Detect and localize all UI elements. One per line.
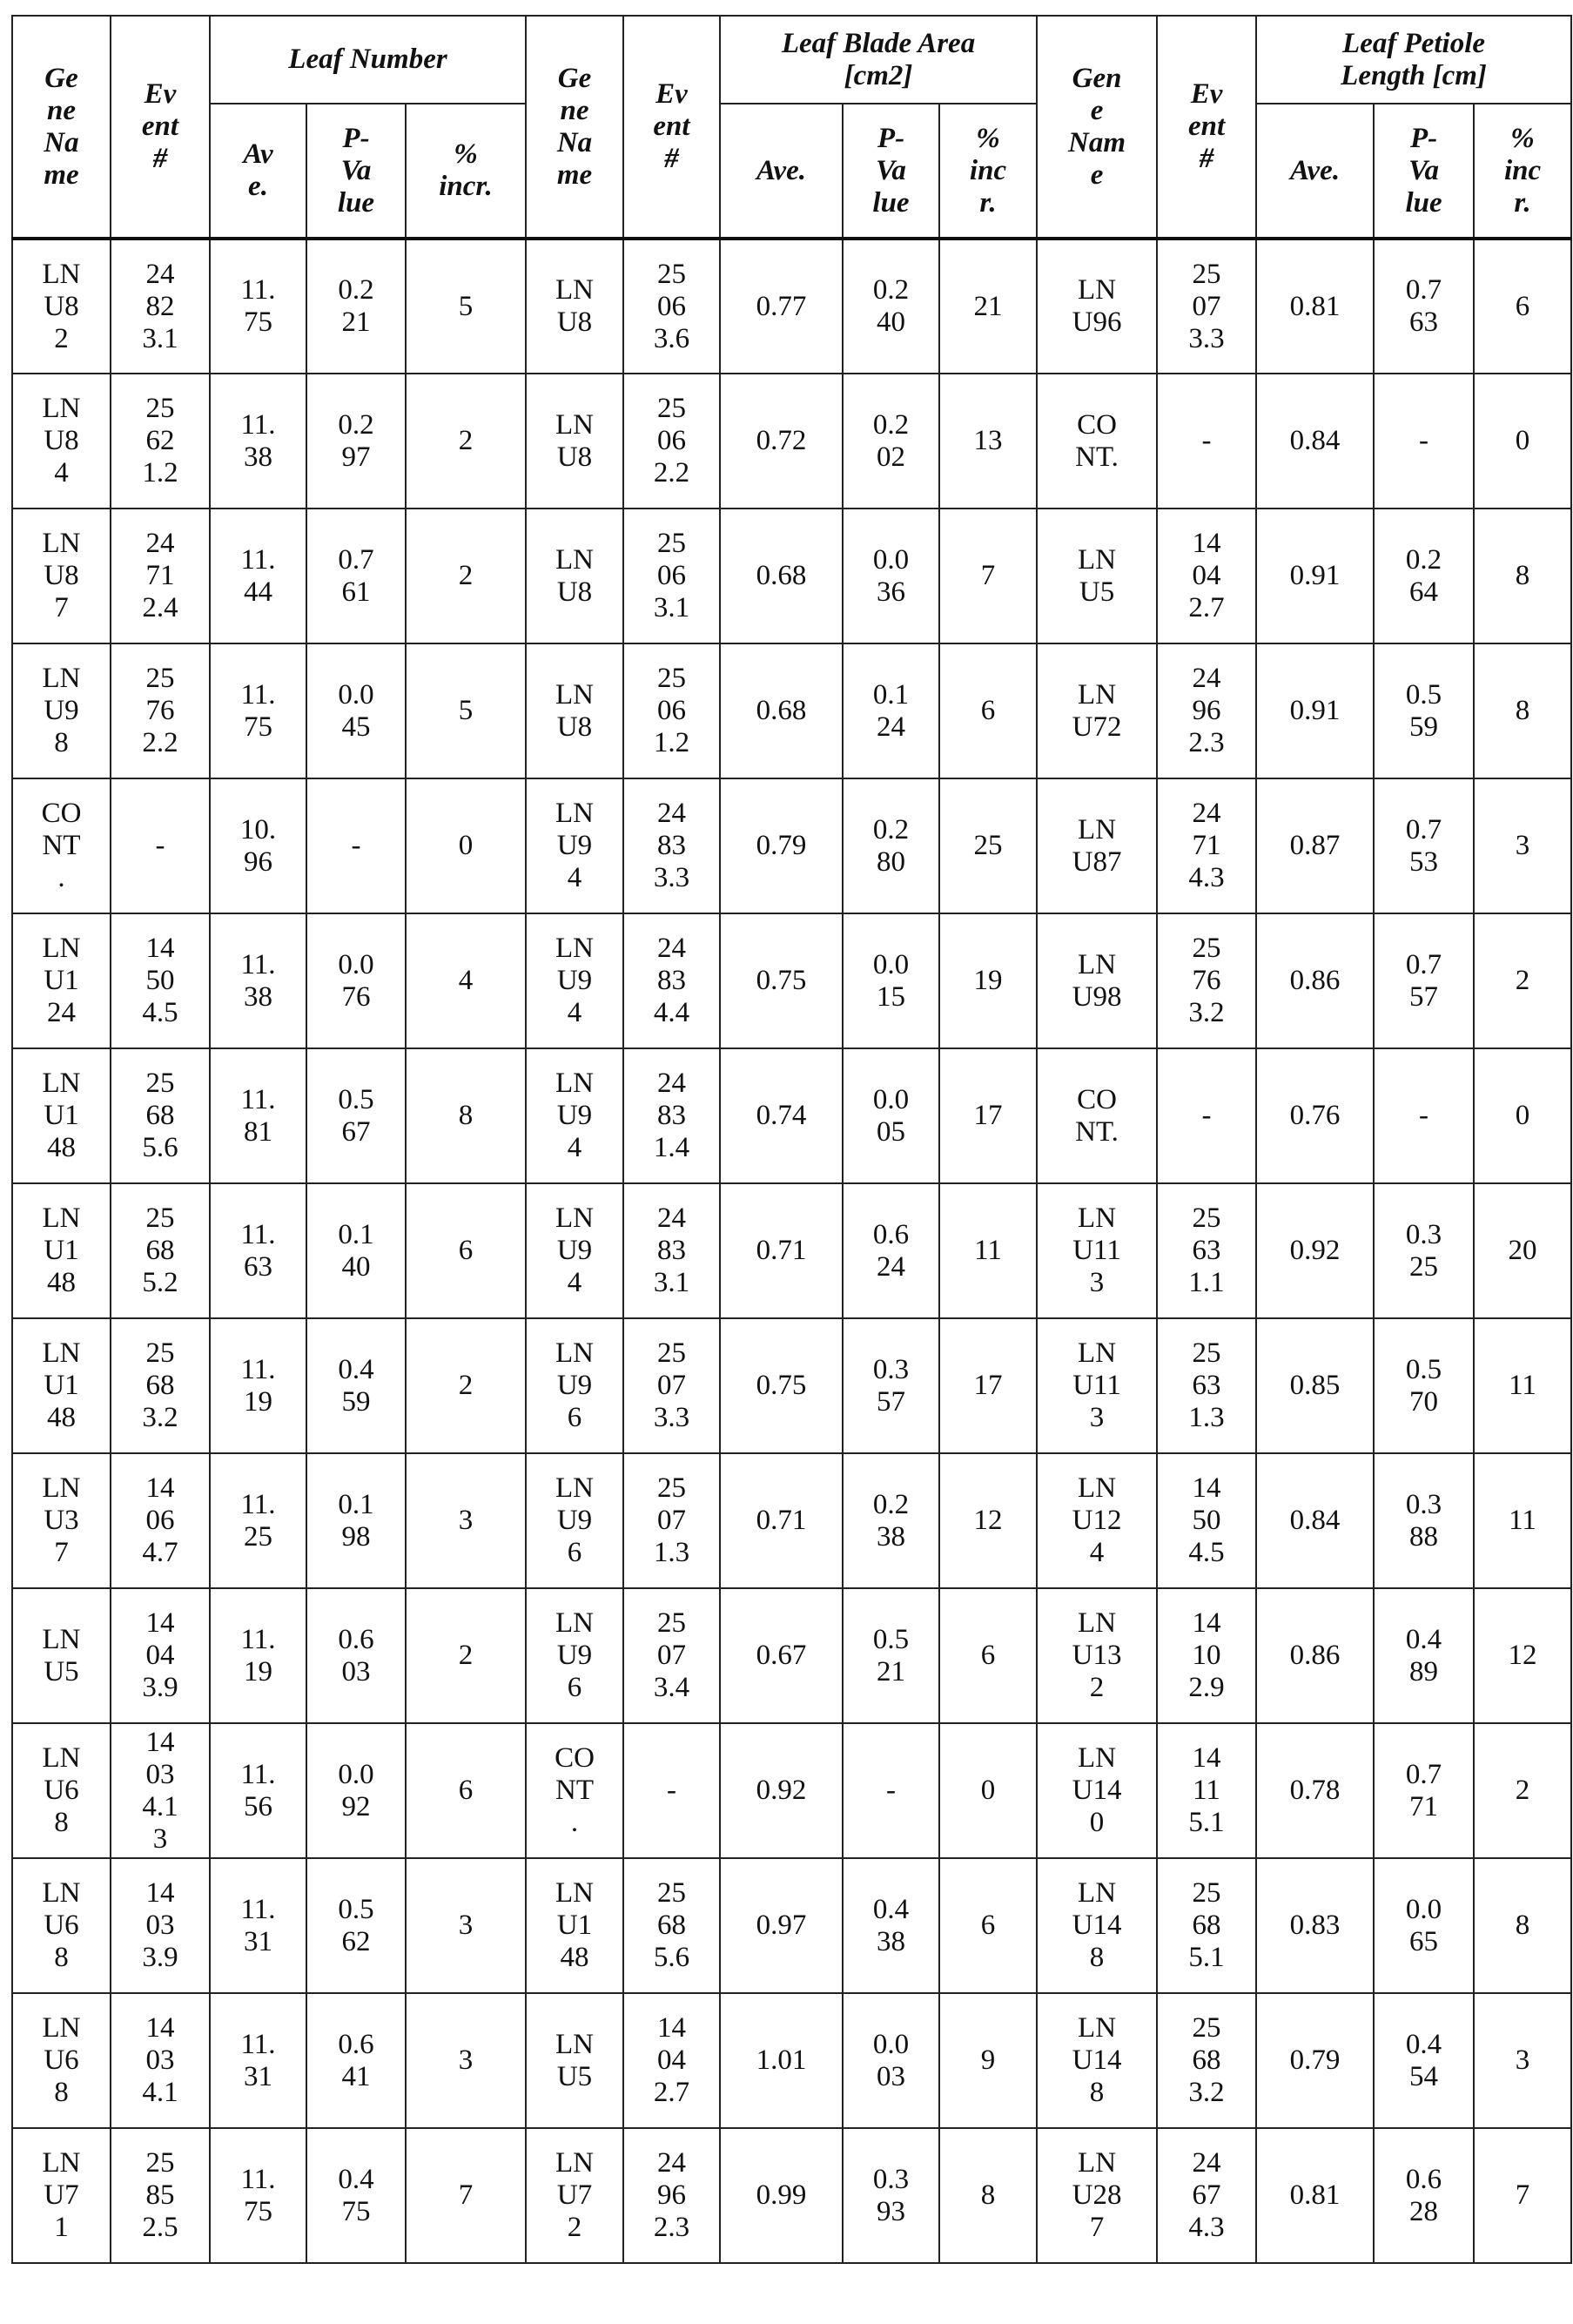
cell-leaf-blade-area-p-value: 0.2 38 [843, 1453, 939, 1588]
cell-leaf-petiole-length-p-value: 0.3 88 [1374, 1453, 1474, 1588]
cell-leaf-number-p-value: 0.5 62 [306, 1858, 406, 1993]
cell-leaf-number-p-value: 0.2 97 [306, 374, 406, 509]
cell-leaf-number-ave: 11. 75 [210, 239, 306, 374]
cell-event: 14 06 4.7 [111, 1453, 210, 1588]
cell-leaf-blade-area-incr: 19 [939, 913, 1037, 1048]
cell-gene-name-3: LN U12 4 [1037, 1453, 1157, 1588]
cell-leaf-petiole-length-p-value: - [1374, 374, 1474, 509]
cell-gene-name-2: LN U8 [526, 509, 623, 643]
cell-gene-name-2: LN U9 4 [526, 778, 623, 913]
table-row [12, 1183, 1571, 1318]
cell-leaf-petiole-length-incr: 20 [1474, 1183, 1571, 1318]
cell-leaf-number-ave: 11. 38 [210, 913, 306, 1048]
cell-event-2: 25 06 2.2 [623, 374, 720, 509]
header-lba-p-value: P- Va lue [843, 104, 939, 239]
cell-leaf-petiole-length-ave: 0.76 [1256, 1048, 1374, 1183]
cell-leaf-petiole-length-incr: 11 [1474, 1453, 1571, 1588]
cell-gene-name: LN U9 8 [12, 643, 111, 778]
table-row [12, 1318, 1571, 1453]
table-row [12, 374, 1571, 509]
cell-leaf-blade-area-p-value: 0.0 15 [843, 913, 939, 1048]
cell-leaf-petiole-length-incr: 8 [1474, 1858, 1571, 1993]
cell-leaf-number-incr: 3 [406, 1858, 526, 1993]
cell-leaf-petiole-length-ave: 0.78 [1256, 1723, 1374, 1858]
cell-gene-name: LN U8 4 [12, 374, 111, 509]
cell-leaf-number-incr: 2 [406, 374, 526, 509]
cell-gene-name: LN U6 8 [12, 1723, 111, 1858]
cell-gene-name: LN U8 2 [12, 239, 111, 374]
cell-event: 25 62 1.2 [111, 374, 210, 509]
cell-gene-name-2: LN U8 [526, 239, 623, 374]
results-table [11, 15, 1572, 2264]
cell-leaf-number-incr: 3 [406, 1993, 526, 2128]
cell-event-2: 24 83 3.3 [623, 778, 720, 913]
cell-leaf-number-ave: 11. 63 [210, 1183, 306, 1318]
cell-leaf-petiole-length-ave: 0.81 [1256, 2128, 1374, 2263]
cell-event-3: 14 11 5.1 [1157, 1723, 1256, 1858]
cell-leaf-number-ave: 11. 56 [210, 1723, 306, 1858]
cell-leaf-petiole-length-incr: 0 [1474, 374, 1571, 509]
cell-leaf-number-incr: 6 [406, 1723, 526, 1858]
cell-gene-name-2: LN U8 [526, 643, 623, 778]
cell-event: 14 04 3.9 [111, 1588, 210, 1723]
cell-leaf-petiole-length-incr: 8 [1474, 643, 1571, 778]
cell-leaf-blade-area-p-value: 0.2 40 [843, 239, 939, 374]
cell-leaf-blade-area-ave: 0.75 [720, 913, 843, 1048]
cell-leaf-blade-area-incr: 21 [939, 239, 1037, 374]
cell-leaf-blade-area-p-value: 0.0 05 [843, 1048, 939, 1183]
cell-leaf-petiole-length-incr: 8 [1474, 509, 1571, 643]
cell-leaf-petiole-length-ave: 0.86 [1256, 1588, 1374, 1723]
table-row [12, 1723, 1571, 1858]
cell-leaf-blade-area-ave: 0.99 [720, 2128, 843, 2263]
cell-leaf-petiole-length-incr: 12 [1474, 1588, 1571, 1723]
cell-gene-name: LN U8 7 [12, 509, 111, 643]
cell-leaf-blade-area-incr: 17 [939, 1048, 1037, 1183]
table-body [12, 239, 1571, 2263]
header-event: Ev ent # [111, 16, 210, 239]
header-leaf-number: Leaf Number [210, 16, 526, 104]
cell-leaf-number-p-value: 0.1 40 [306, 1183, 406, 1318]
table-row [12, 509, 1571, 643]
cell-leaf-petiole-length-ave: 0.85 [1256, 1318, 1374, 1453]
cell-leaf-blade-area-ave: 0.92 [720, 1723, 843, 1858]
cell-leaf-number-ave: 11. 31 [210, 1993, 306, 2128]
cell-event-3: 24 96 2.3 [1157, 643, 1256, 778]
cell-event: 14 03 3.9 [111, 1858, 210, 1993]
header-event-3: Ev ent # [1157, 16, 1256, 239]
cell-gene-name-2: CO NT . [526, 1723, 623, 1858]
cell-event-2: 24 96 2.3 [623, 2128, 720, 2263]
cell-leaf-petiole-length-p-value: 0.3 25 [1374, 1183, 1474, 1318]
table-row [12, 1588, 1571, 1723]
cell-leaf-petiole-length-ave: 0.91 [1256, 643, 1374, 778]
table-row [12, 1453, 1571, 1588]
cell-event: 24 71 2.4 [111, 509, 210, 643]
cell-leaf-petiole-length-p-value: 0.4 54 [1374, 1993, 1474, 2128]
header-lba-ave: Ave. [720, 104, 843, 239]
cell-event: 25 68 5.6 [111, 1048, 210, 1183]
cell-leaf-petiole-length-incr: 3 [1474, 1993, 1571, 2128]
cell-leaf-blade-area-p-value: 0.2 80 [843, 778, 939, 913]
cell-gene-name-2: LN U9 4 [526, 1048, 623, 1183]
cell-leaf-petiole-length-incr: 7 [1474, 2128, 1571, 2263]
table-row [12, 239, 1571, 374]
cell-leaf-blade-area-incr: 17 [939, 1318, 1037, 1453]
cell-gene-name: LN U3 7 [12, 1453, 111, 1588]
cell-event-2: 25 06 3.6 [623, 239, 720, 374]
cell-leaf-number-incr: 6 [406, 1183, 526, 1318]
cell-leaf-blade-area-ave: 0.79 [720, 778, 843, 913]
header-gene-name: Ge ne Na me [12, 16, 111, 239]
cell-leaf-number-p-value: 0.5 67 [306, 1048, 406, 1183]
cell-gene-name-3: LN U72 [1037, 643, 1157, 778]
cell-gene-name-3: LN U13 2 [1037, 1588, 1157, 1723]
table-row [12, 643, 1571, 778]
cell-leaf-blade-area-p-value: - [843, 1723, 939, 1858]
cell-leaf-petiole-length-incr: 11 [1474, 1318, 1571, 1453]
cell-leaf-petiole-length-p-value: 0.7 63 [1374, 239, 1474, 374]
cell-gene-name-3: LN U14 8 [1037, 1993, 1157, 2128]
cell-leaf-petiole-length-ave: 0.87 [1256, 778, 1374, 913]
cell-leaf-blade-area-ave: 1.01 [720, 1993, 843, 2128]
cell-event-3: - [1157, 374, 1256, 509]
cell-leaf-blade-area-incr: 7 [939, 509, 1037, 643]
cell-gene-name-2: LN U9 6 [526, 1318, 623, 1453]
table-row [12, 913, 1571, 1048]
cell-gene-name: LN U6 8 [12, 1858, 111, 1993]
cell-leaf-blade-area-ave: 0.74 [720, 1048, 843, 1183]
cell-leaf-number-incr: 8 [406, 1048, 526, 1183]
cell-leaf-blade-area-ave: 0.67 [720, 1588, 843, 1723]
cell-leaf-blade-area-ave: 0.68 [720, 509, 843, 643]
table-header [12, 16, 1571, 239]
cell-gene-name-2: LN U9 6 [526, 1588, 623, 1723]
cell-leaf-blade-area-ave: 0.97 [720, 1858, 843, 1993]
cell-leaf-blade-area-p-value: 0.3 93 [843, 2128, 939, 2263]
cell-leaf-blade-area-ave: 0.77 [720, 239, 843, 374]
header-event-2: Ev ent # [623, 16, 720, 239]
cell-event: 24 82 3.1 [111, 239, 210, 374]
cell-leaf-blade-area-p-value: 0.6 24 [843, 1183, 939, 1318]
table-row [12, 778, 1571, 913]
cell-leaf-petiole-length-p-value: 0.5 59 [1374, 643, 1474, 778]
cell-gene-name-2: LN U1 48 [526, 1858, 623, 1993]
header-lpl-incr: % inc r. [1474, 104, 1571, 239]
cell-event-3: 25 07 3.3 [1157, 239, 1256, 374]
cell-leaf-petiole-length-ave: 0.81 [1256, 239, 1374, 374]
header-gene-name-2: Ge ne Na me [526, 16, 623, 239]
cell-event-3: 14 04 2.7 [1157, 509, 1256, 643]
cell-event: 25 76 2.2 [111, 643, 210, 778]
cell-leaf-number-ave: 11. 19 [210, 1588, 306, 1723]
cell-event-3: 25 76 3.2 [1157, 913, 1256, 1048]
cell-event: 25 85 2.5 [111, 2128, 210, 2263]
cell-gene-name-2: LN U5 [526, 1993, 623, 2128]
header-ln-p-value: P- Va lue [306, 104, 406, 239]
cell-leaf-petiole-length-p-value: 0.5 70 [1374, 1318, 1474, 1453]
cell-leaf-blade-area-incr: 8 [939, 2128, 1037, 2263]
header-gene-name-3: Gen e Nam e [1037, 16, 1157, 239]
cell-gene-name-3: LN U5 [1037, 509, 1157, 643]
cell-leaf-blade-area-p-value: 0.1 24 [843, 643, 939, 778]
cell-gene-name-3: LN U11 3 [1037, 1318, 1157, 1453]
header-lba-incr: % inc r. [939, 104, 1037, 239]
cell-gene-name: LN U7 1 [12, 2128, 111, 2263]
cell-gene-name: LN U1 48 [12, 1318, 111, 1453]
cell-event-2: 25 06 1.2 [623, 643, 720, 778]
cell-leaf-petiole-length-p-value: 0.2 64 [1374, 509, 1474, 643]
cell-event-3: 25 63 1.1 [1157, 1183, 1256, 1318]
cell-event-2: 25 07 3.4 [623, 1588, 720, 1723]
cell-gene-name: LN U6 8 [12, 1993, 111, 2128]
cell-leaf-petiole-length-p-value: 0.4 89 [1374, 1588, 1474, 1723]
cell-leaf-number-incr: 3 [406, 1453, 526, 1588]
cell-leaf-petiole-length-ave: 0.92 [1256, 1183, 1374, 1318]
header-ln-incr: % incr. [406, 104, 526, 239]
cell-leaf-blade-area-p-value: 0.0 36 [843, 509, 939, 643]
cell-event: 25 68 5.2 [111, 1183, 210, 1318]
cell-event-2: 25 68 5.6 [623, 1858, 720, 1993]
cell-event-2: 25 06 3.1 [623, 509, 720, 643]
cell-event: 14 03 4.1 [111, 1993, 210, 2128]
cell-leaf-number-incr: 5 [406, 643, 526, 778]
cell-leaf-number-p-value: 0.0 45 [306, 643, 406, 778]
cell-gene-name-2: LN U7 2 [526, 2128, 623, 2263]
header-lpl-p-value: P- Va lue [1374, 104, 1474, 239]
cell-event-2: 14 04 2.7 [623, 1993, 720, 2128]
cell-gene-name-3: LN U28 7 [1037, 2128, 1157, 2263]
cell-gene-name: LN U1 48 [12, 1048, 111, 1183]
cell-leaf-number-incr: 5 [406, 239, 526, 374]
table-row [12, 1048, 1571, 1183]
cell-event-3: - [1157, 1048, 1256, 1183]
cell-leaf-number-incr: 2 [406, 1318, 526, 1453]
cell-leaf-petiole-length-ave: 0.86 [1256, 913, 1374, 1048]
cell-leaf-blade-area-p-value: 0.2 02 [843, 374, 939, 509]
cell-leaf-blade-area-ave: 0.71 [720, 1183, 843, 1318]
cell-gene-name-2: LN U9 4 [526, 1183, 623, 1318]
header-lpl-ave: Ave. [1256, 104, 1374, 239]
cell-gene-name: LN U5 [12, 1588, 111, 1723]
cell-leaf-number-ave: 11. 81 [210, 1048, 306, 1183]
table-row [12, 1993, 1571, 2128]
cell-gene-name: LN U1 24 [12, 913, 111, 1048]
cell-leaf-number-ave: 11. 38 [210, 374, 306, 509]
cell-leaf-petiole-length-p-value: 0.6 28 [1374, 2128, 1474, 2263]
cell-gene-name-2: LN U9 6 [526, 1453, 623, 1588]
cell-leaf-number-incr: 4 [406, 913, 526, 1048]
cell-leaf-petiole-length-ave: 0.84 [1256, 1453, 1374, 1588]
cell-gene-name-3: CO NT. [1037, 374, 1157, 509]
cell-leaf-blade-area-incr: 12 [939, 1453, 1037, 1588]
cell-leaf-blade-area-ave: 0.71 [720, 1453, 843, 1588]
cell-leaf-number-p-value: 0.6 03 [306, 1588, 406, 1723]
cell-event: 25 68 3.2 [111, 1318, 210, 1453]
cell-gene-name-3: LN U14 0 [1037, 1723, 1157, 1858]
cell-leaf-number-p-value: 0.2 21 [306, 239, 406, 374]
cell-leaf-number-ave: 11. 75 [210, 643, 306, 778]
cell-event-3: 24 71 4.3 [1157, 778, 1256, 913]
cell-leaf-number-ave: 10. 96 [210, 778, 306, 913]
cell-leaf-blade-area-p-value: 0.4 38 [843, 1858, 939, 1993]
cell-leaf-number-p-value: 0.7 61 [306, 509, 406, 643]
cell-gene-name-3: LN U98 [1037, 913, 1157, 1048]
cell-leaf-blade-area-incr: 6 [939, 1858, 1037, 1993]
header-ln-ave: Av e. [210, 104, 306, 239]
header-leaf-petiole-length: Leaf Petiole Length [cm] [1256, 16, 1571, 104]
cell-leaf-petiole-length-p-value: - [1374, 1048, 1474, 1183]
cell-leaf-petiole-length-incr: 3 [1474, 778, 1571, 913]
cell-gene-name-2: LN U8 [526, 374, 623, 509]
cell-leaf-number-ave: 11. 44 [210, 509, 306, 643]
cell-event-2: 25 07 1.3 [623, 1453, 720, 1588]
table-row [12, 2128, 1571, 2263]
cell-gene-name-2: LN U9 4 [526, 913, 623, 1048]
cell-leaf-number-ave: 11. 19 [210, 1318, 306, 1453]
cell-gene-name-3: CO NT. [1037, 1048, 1157, 1183]
cell-event-2: 24 83 3.1 [623, 1183, 720, 1318]
cell-event-2: - [623, 1723, 720, 1858]
table-row [12, 1858, 1571, 1993]
cell-leaf-number-p-value: 0.1 98 [306, 1453, 406, 1588]
cell-leaf-number-ave: 11. 75 [210, 2128, 306, 2263]
cell-leaf-number-p-value: 0.0 76 [306, 913, 406, 1048]
cell-leaf-petiole-length-p-value: 0.7 71 [1374, 1723, 1474, 1858]
cell-leaf-number-incr: 2 [406, 509, 526, 643]
cell-event: - [111, 778, 210, 913]
cell-event-2: 24 83 4.4 [623, 913, 720, 1048]
cell-event-2: 25 07 3.3 [623, 1318, 720, 1453]
cell-leaf-petiole-length-incr: 6 [1474, 239, 1571, 374]
cell-leaf-petiole-length-ave: 0.79 [1256, 1993, 1374, 2128]
cell-event-3: 14 10 2.9 [1157, 1588, 1256, 1723]
cell-leaf-number-p-value: - [306, 778, 406, 913]
cell-leaf-blade-area-incr: 11 [939, 1183, 1037, 1318]
cell-event-3: 24 67 4.3 [1157, 2128, 1256, 2263]
cell-gene-name-3: LN U87 [1037, 778, 1157, 913]
cell-leaf-petiole-length-incr: 2 [1474, 1723, 1571, 1858]
cell-gene-name-3: LN U96 [1037, 239, 1157, 374]
cell-leaf-blade-area-ave: 0.68 [720, 643, 843, 778]
cell-leaf-blade-area-incr: 6 [939, 1588, 1037, 1723]
cell-event-3: 25 68 5.1 [1157, 1858, 1256, 1993]
cell-leaf-petiole-length-ave: 0.91 [1256, 509, 1374, 643]
cell-leaf-blade-area-p-value: 0.0 03 [843, 1993, 939, 2128]
cell-event-3: 14 50 4.5 [1157, 1453, 1256, 1588]
cell-event: 14 03 4.1 3 [111, 1723, 210, 1858]
cell-leaf-number-incr: 2 [406, 1588, 526, 1723]
cell-leaf-blade-area-p-value: 0.5 21 [843, 1588, 939, 1723]
cell-event-3: 25 63 1.3 [1157, 1318, 1256, 1453]
cell-leaf-number-ave: 11. 31 [210, 1858, 306, 1993]
cell-leaf-blade-area-incr: 13 [939, 374, 1037, 509]
cell-leaf-blade-area-incr: 9 [939, 1993, 1037, 2128]
cell-gene-name-3: LN U14 8 [1037, 1858, 1157, 1993]
cell-leaf-blade-area-incr: 6 [939, 643, 1037, 778]
cell-event: 14 50 4.5 [111, 913, 210, 1048]
cell-leaf-number-ave: 11. 25 [210, 1453, 306, 1588]
cell-event-2: 24 83 1.4 [623, 1048, 720, 1183]
cell-leaf-petiole-length-incr: 2 [1474, 913, 1571, 1048]
cell-leaf-number-p-value: 0.4 59 [306, 1318, 406, 1453]
cell-leaf-blade-area-incr: 25 [939, 778, 1037, 913]
cell-leaf-number-incr: 0 [406, 778, 526, 913]
cell-leaf-petiole-length-ave: 0.84 [1256, 374, 1374, 509]
cell-leaf-petiole-length-ave: 0.83 [1256, 1858, 1374, 1993]
cell-leaf-petiole-length-p-value: 0.7 57 [1374, 913, 1474, 1048]
cell-leaf-number-p-value: 0.0 92 [306, 1723, 406, 1858]
cell-leaf-blade-area-incr: 0 [939, 1723, 1037, 1858]
cell-gene-name: CO NT . [12, 778, 111, 913]
cell-leaf-number-p-value: 0.6 41 [306, 1993, 406, 2128]
cell-gene-name-3: LN U11 3 [1037, 1183, 1157, 1318]
cell-leaf-blade-area-ave: 0.72 [720, 374, 843, 509]
cell-event-3: 25 68 3.2 [1157, 1993, 1256, 2128]
cell-leaf-blade-area-ave: 0.75 [720, 1318, 843, 1453]
cell-leaf-blade-area-p-value: 0.3 57 [843, 1318, 939, 1453]
header-leaf-blade-area: Leaf Blade Area [cm2] [720, 16, 1037, 104]
cell-leaf-petiole-length-incr: 0 [1474, 1048, 1571, 1183]
cell-gene-name: LN U1 48 [12, 1183, 111, 1318]
cell-leaf-number-incr: 7 [406, 2128, 526, 2263]
cell-leaf-petiole-length-p-value: 0.0 65 [1374, 1858, 1474, 1993]
cell-leaf-petiole-length-p-value: 0.7 53 [1374, 778, 1474, 913]
cell-leaf-number-p-value: 0.4 75 [306, 2128, 406, 2263]
